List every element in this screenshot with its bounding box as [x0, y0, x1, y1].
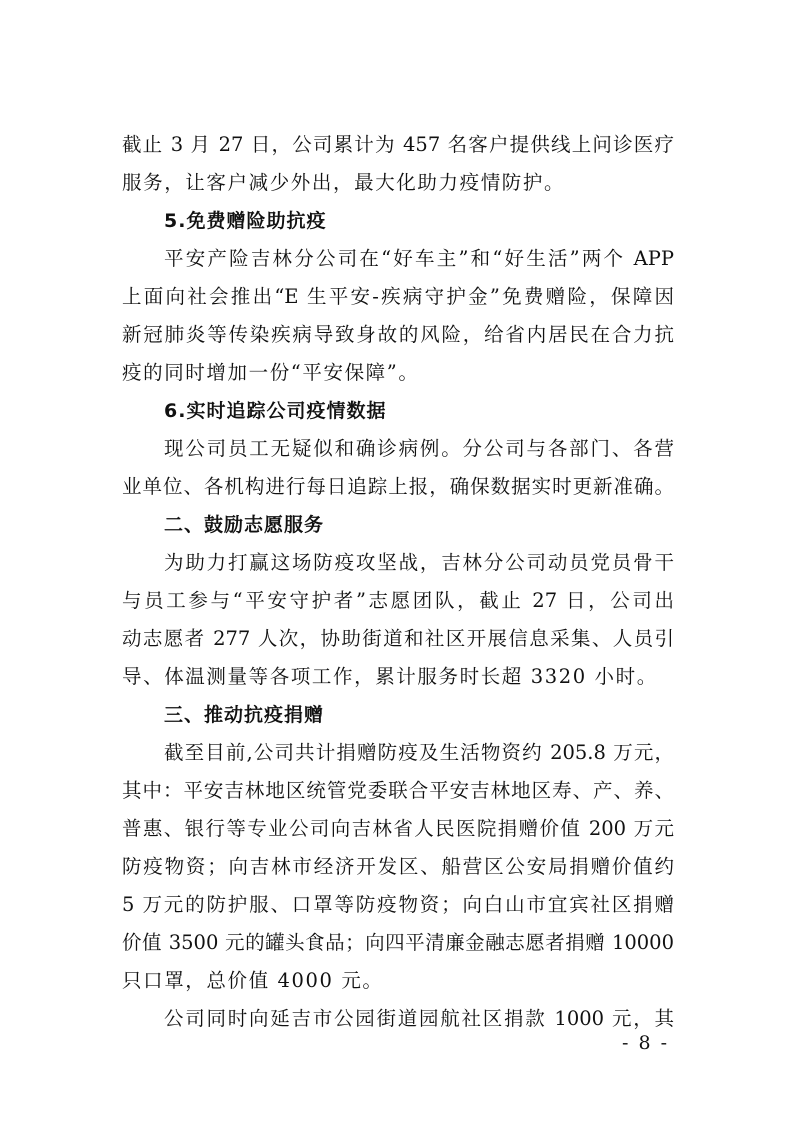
- section-heading: 5.免费赠险助抗疫: [164, 210, 327, 232]
- paragraph-line: 防疫物资；向吉林市经济开发区、船营区公安局捐赠价值约: [122, 855, 674, 878]
- paragraph-line: 疫的同时增加一份“平安保障”。: [122, 361, 420, 384]
- paragraph-line: 普惠、银行等专业公司向吉林省人民医院捐赠价值 200 万元: [122, 817, 674, 840]
- paragraph-line: 为助力打赢这场防疫攻坚战，吉林分公司动员党员骨干: [164, 551, 674, 574]
- paragraph-line: 导、体温测量等各项工作，累计服务时长超 3320 小时。: [122, 665, 658, 688]
- section-heading: 6.实时追踪公司疫情数据: [164, 400, 387, 422]
- section-heading: 二、鼓励志愿服务: [164, 514, 325, 536]
- paragraph-line: 现公司员工无疑似和确诊病例。分公司与各部门、各营: [164, 437, 674, 460]
- paragraph-line: 5 万元的防护服、口罩等防疫物资；向白山市宜宾社区捐赠: [122, 893, 674, 916]
- paragraph-line: 与员工参与“平安守护者”志愿团队，截止 27 日，公司出: [122, 589, 674, 612]
- paragraph-line: 价值 3500 元的罐头食品；向四平清廉金融志愿者捐赠 10000: [122, 931, 674, 954]
- paragraph-line: 公司同时向延吉市公园街道园航社区捐款 1000 元，其: [164, 1007, 674, 1030]
- paragraph-line: 新冠肺炎等传染疾病导致身故的风险，给省内居民在合力抗: [122, 323, 674, 346]
- paragraph-line: 动志愿者 277 人次，协助街道和社区开展信息采集、人员引: [122, 627, 674, 650]
- paragraph-line: 平安产险吉林分公司在“好车主”和“好生活”两个 APP: [164, 247, 674, 270]
- paragraph-line: 截至目前,公司共计捐赠防疫及生活物资约 205.8 万元，: [164, 741, 674, 764]
- paragraph-line: 上面向社会推出“E 生平安-疾病守护金”免费赠险，保障因: [122, 285, 674, 308]
- paragraph-line: 业单位、各机构进行每日追踪上报，确保数据实时更新准确。: [122, 475, 674, 498]
- paragraph-line: 截止 3 月 27 日，公司累计为 457 名客户提供线上问诊医疗: [122, 133, 674, 156]
- section-heading: 三、推动抗疫捐赠: [164, 704, 325, 726]
- paragraph-line: 其中：平安吉林地区统管党委联合平安吉林地区寿、产、养、: [122, 779, 674, 802]
- paragraph-line: 只口罩，总价值 4000 元。: [122, 969, 384, 992]
- page-number: - 8 -: [622, 1032, 670, 1054]
- paragraph-line: 服务，让客户减少外出，最大化助力疫情防护。: [122, 171, 566, 194]
